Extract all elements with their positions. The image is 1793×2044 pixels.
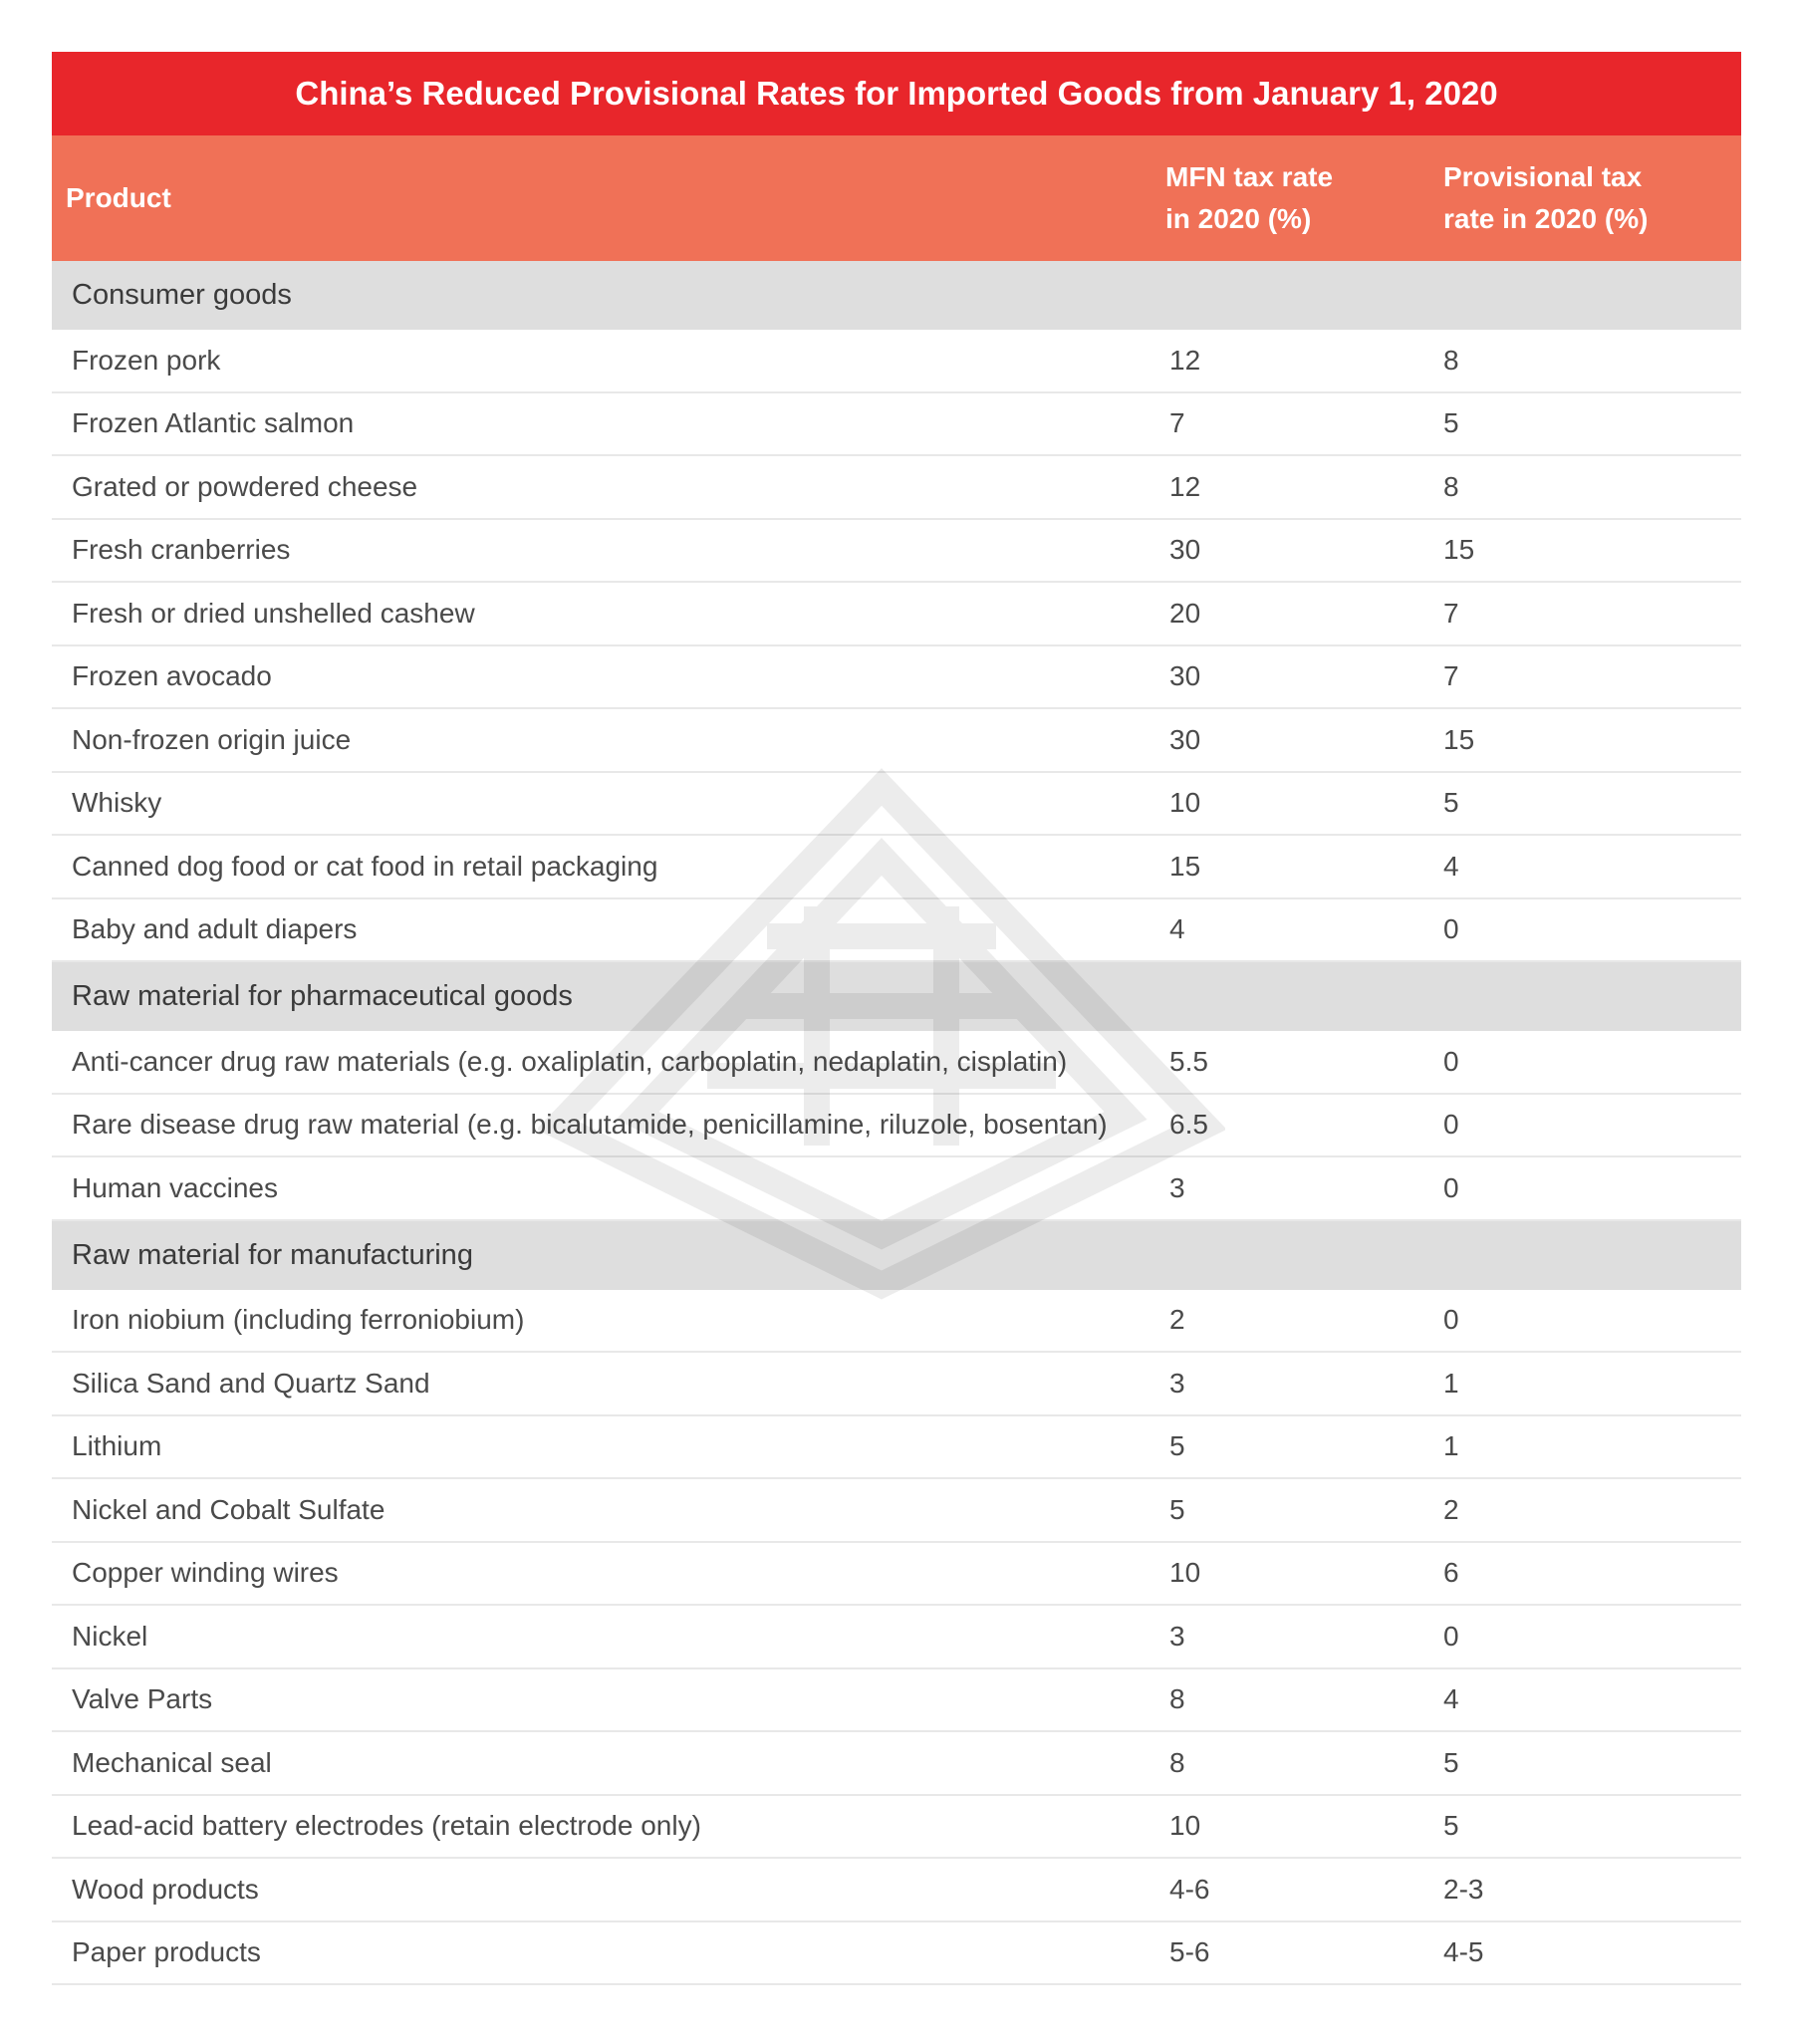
- mfn-rate-cell: 10: [1169, 1810, 1201, 1842]
- table-row: [52, 899, 1741, 963]
- product-cell: Canned dog food or cat food in retail packaging: [72, 850, 658, 882]
- product-cell: Frozen pork: [72, 344, 221, 376]
- provisional-rate-cell: 0: [1443, 1109, 1459, 1141]
- provisional-rate-cell: 8: [1443, 470, 1459, 502]
- mfn-rate-cell: 3: [1169, 1367, 1185, 1399]
- provisional-rate-cell: 7: [1443, 597, 1459, 629]
- mfn-rate-cell: 8: [1169, 1683, 1185, 1715]
- mfn-rate-cell: 30: [1169, 723, 1201, 755]
- product-cell: Grated or powdered cheese: [72, 470, 418, 502]
- mfn-rate-cell: 30: [1169, 534, 1201, 566]
- section-label: Raw material for pharmaceutical goods: [72, 980, 573, 1012]
- table-row: [52, 1095, 1741, 1158]
- table-row: [52, 520, 1741, 584]
- product-cell: Copper winding wires: [72, 1557, 339, 1589]
- table-row: [52, 1922, 1741, 1986]
- product-cell: Fresh or dried unshelled cashew: [72, 597, 475, 629]
- mfn-rate-cell: 20: [1169, 597, 1201, 629]
- table-row: [52, 1859, 1741, 1922]
- mfn-rate-cell: 15: [1169, 850, 1201, 882]
- mfn-rate-cell: 12: [1169, 344, 1201, 376]
- product-cell: Fresh cranberries: [72, 534, 291, 566]
- table-row: [52, 773, 1741, 837]
- provisional-rate-cell: 8: [1443, 344, 1459, 376]
- product-cell: Whisky: [72, 787, 162, 819]
- table-row: [52, 709, 1741, 773]
- table-row: [52, 1157, 1741, 1221]
- table-row: [52, 330, 1741, 393]
- product-cell: Frozen avocado: [72, 660, 272, 692]
- mfn-rate-cell: 4-6: [1169, 1873, 1210, 1905]
- table-row: [52, 1416, 1741, 1480]
- mfn-rate-cell: 8: [1169, 1746, 1185, 1778]
- provisional-rate-cell: 15: [1443, 534, 1475, 566]
- provisional-rate-cell: 5: [1443, 1746, 1459, 1778]
- provisional-rate-cell: 4: [1443, 850, 1459, 882]
- product-cell: Valve Parts: [72, 1683, 213, 1715]
- product-cell: Wood products: [72, 1873, 259, 1905]
- product-cell: Paper products: [72, 1936, 261, 1968]
- section-label: Raw material for manufacturing: [72, 1238, 473, 1271]
- table-header-row: [52, 135, 1741, 261]
- provisional-rate-cell: 4: [1443, 1683, 1459, 1715]
- product-cell: Rare disease drug raw material (e.g. bicalutamide, penicillamine, riluzole, bosentan): [72, 1109, 1108, 1141]
- mfn-rate-cell: 5-6: [1169, 1936, 1210, 1968]
- table-row: [52, 1606, 1741, 1669]
- table-row: [52, 646, 1741, 710]
- table-title: [52, 52, 1741, 135]
- provisional-rate-cell: 0: [1443, 1171, 1459, 1203]
- table-row: [52, 583, 1741, 646]
- table-title-text: China’s Reduced Provisional Rates for Imported Goods from January 1, 2020: [295, 75, 1498, 112]
- header-provisional-rate: [1437, 156, 1741, 240]
- mfn-rate-cell: 10: [1169, 787, 1201, 819]
- header-prov-line2: rate in 2020 (%): [1443, 203, 1649, 234]
- provisional-rate-cell: 6: [1443, 1557, 1459, 1589]
- product-cell: Anti-cancer drug raw materials (e.g. oxaliplatin, carboplatin, nedaplatin, cisplatin): [72, 1045, 1068, 1077]
- provisional-rate-cell: 4-5: [1443, 1936, 1484, 1968]
- provisional-rate-cell: 7: [1443, 660, 1459, 692]
- product-cell: Nickel and Cobalt Sulfate: [72, 1493, 385, 1525]
- provisional-rate-cell: 2: [1443, 1493, 1459, 1525]
- mfn-rate-cell: 2: [1169, 1304, 1185, 1336]
- provisional-rate-cell: 0: [1443, 913, 1459, 945]
- header-product: Product: [66, 182, 171, 213]
- provisional-rate-cell: 0: [1443, 1045, 1459, 1077]
- product-cell: Silica Sand and Quartz Sand: [72, 1367, 430, 1399]
- table-row: [52, 393, 1741, 457]
- header-mfn-line2: in 2020 (%): [1165, 203, 1312, 234]
- product-cell: Iron niobium (including ferroniobium): [72, 1304, 525, 1336]
- mfn-rate-cell: 10: [1169, 1557, 1201, 1589]
- provisional-rate-cell: 0: [1443, 1304, 1459, 1336]
- table-row: [52, 456, 1741, 520]
- product-cell: Baby and adult diapers: [72, 913, 358, 945]
- mfn-rate-cell: 7: [1169, 407, 1185, 439]
- table-row: [52, 836, 1741, 899]
- mfn-rate-cell: 4: [1169, 913, 1185, 945]
- header-mfn-line1: MFN tax rate: [1165, 161, 1334, 192]
- table-row: [52, 1353, 1741, 1416]
- provisional-rate-cell: 5: [1443, 1810, 1459, 1842]
- provisional-rate-cell: 2-3: [1443, 1873, 1484, 1905]
- mfn-rate-cell: 5: [1169, 1493, 1185, 1525]
- product-cell: Lithium: [72, 1430, 162, 1462]
- mfn-rate-cell: 12: [1169, 470, 1201, 502]
- table-row: [52, 1479, 1741, 1543]
- product-cell: Nickel: [72, 1620, 148, 1652]
- provisional-rate-cell: 1: [1443, 1430, 1459, 1462]
- product-cell: Human vaccines: [72, 1171, 278, 1203]
- mfn-rate-cell: 5.5: [1169, 1045, 1208, 1077]
- provisional-rate-cell: 15: [1443, 723, 1475, 755]
- table-row: [52, 1543, 1741, 1607]
- provisional-rate-cell: 1: [1443, 1367, 1459, 1399]
- section-header-row: [52, 261, 1741, 330]
- header-mfn-rate: [1150, 156, 1437, 240]
- table-row: [52, 1031, 1741, 1095]
- header-prov-line1: Provisional tax: [1443, 161, 1643, 192]
- table-row: [52, 1290, 1741, 1354]
- section-label: Consumer goods: [72, 279, 292, 311]
- product-cell: Frozen Atlantic salmon: [72, 407, 355, 439]
- tariff-table: [52, 52, 1741, 1985]
- product-cell: Mechanical seal: [72, 1746, 272, 1778]
- mfn-rate-cell: 3: [1169, 1620, 1185, 1652]
- mfn-rate-cell: 5: [1169, 1430, 1185, 1462]
- mfn-rate-cell: 6.5: [1169, 1109, 1208, 1141]
- provisional-rate-cell: 0: [1443, 1620, 1459, 1652]
- table-body: [52, 261, 1741, 1985]
- section-header-row: [52, 1221, 1741, 1290]
- table-row: [52, 1669, 1741, 1733]
- mfn-rate-cell: 3: [1169, 1171, 1185, 1203]
- mfn-rate-cell: 30: [1169, 660, 1201, 692]
- table-row: [52, 1796, 1741, 1860]
- provisional-rate-cell: 5: [1443, 407, 1459, 439]
- provisional-rate-cell: 5: [1443, 787, 1459, 819]
- table-row: [52, 1732, 1741, 1796]
- product-cell: Lead-acid battery electrodes (retain electrode only): [72, 1810, 701, 1842]
- product-cell: Non-frozen origin juice: [72, 723, 352, 755]
- section-header-row: [52, 962, 1741, 1031]
